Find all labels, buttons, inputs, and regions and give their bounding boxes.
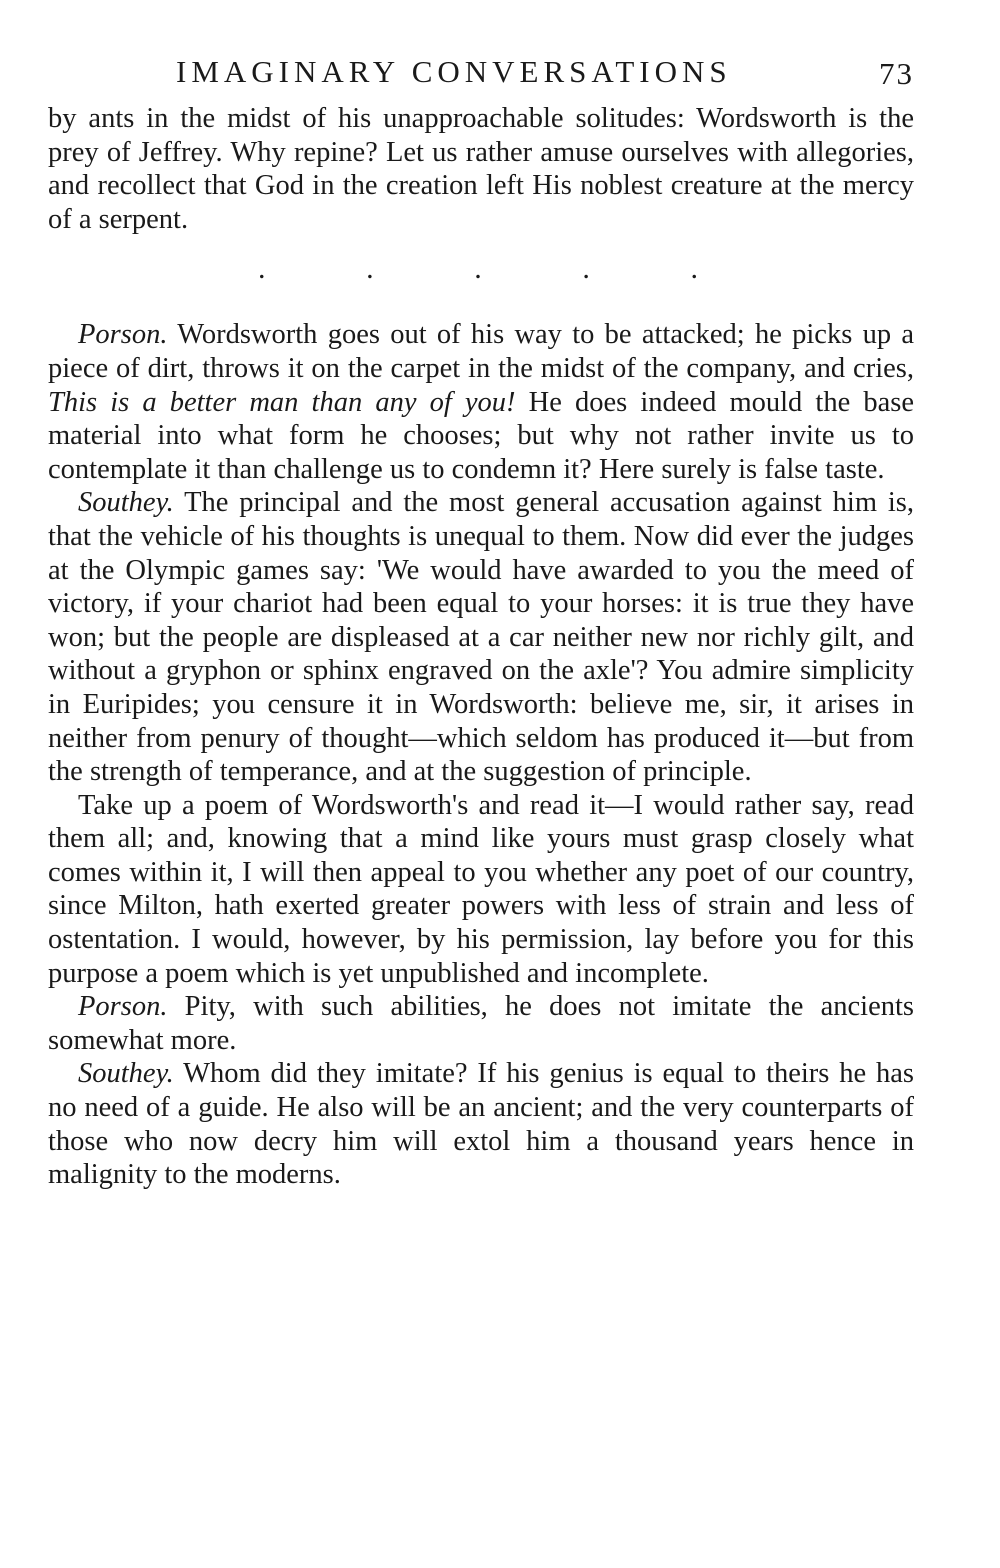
break-dot: . [474,252,482,286]
book-page [48,48,914,1192]
break-dot: . [582,252,590,286]
paragraph-porson-1 [48,318,914,486]
paragraph-text: Whom did they imitate? If his genius is equal to theirs he has no need of a guide. He also will be an ancient; and the very counterparts of those who now decry him will extol him a thousand years hence in malignity to the moderns. [48,1058,914,1191]
running-head [48,48,914,92]
break-dot: . [690,252,698,286]
opening-paragraph: by ants in the midst of his unapproachable solitudes: Wordsworth is the prey of Jeffrey. Why repine? Let us rather amuse ourselves with allegories, and recollect that God in the creation left His noblest creature at the mercy of a serpent. [48,103,914,235]
speaker-name: Southey. [78,487,174,519]
speaker-name: Porson. [78,319,168,351]
running-title: IMAGINARY CONVERSATIONS [176,54,732,89]
paragraph-text: Wordsworth goes out of his way to be attacked; he picks up a piece of dirt, throws it on the carpet in the midst of the company, and cries, [48,319,914,384]
paragraph-southey-1 [48,486,914,788]
section-break-dots [258,254,698,284]
page-number: 73 [879,56,914,91]
break-dot: . [258,252,266,286]
paragraph-text: Pity, with such abilities, he does not imitate the ancients somewhat more. [48,991,914,1056]
paragraph-text: The principal and the most general accusation against him is, that the vehicle of his thoughts is unequal to them. Now did ever the judges at the Olympic games say: 'We would have awarded to you the meed of victory, if your chariot had been equal to your horses: it is true they have won; but the people are displeased at a car neither new nor richly gilt, and without a gryphon or sphinx engraved on the axle'? You admire simplicity in Euripides; you censure it in Wordsworth: believe me, sir, it arises in neither from penury of thought—which seldom has produced it—but from the strength of temperance, and at the suggestion of principle. [48,487,914,788]
speaker-name: Southey. [78,1058,174,1090]
paragraph-southey-2 [48,1057,914,1191]
break-dot: . [366,252,374,286]
body-text [48,102,914,1192]
paragraph-porson-2 [48,990,914,1057]
quoted-exclamation: This is a better man than any of you! [48,386,516,418]
paragraph-text: He does indeed mould the base material into what form he chooses; but why not rather invite us to contemplate it than challenge us to condemn it? Here surely is false taste. [48,386,914,485]
paragraph-text: Take up a poem of Wordsworth's and read it—I would rather say, read them all; and, knowing that a mind like yours must grasp closely what comes within it, I will then appeal to you whether any poet of our country, since Milton, hath exerted greater powers with less of strain and less of ostentation. I would, however, by his permission, lay before you for this purpose a poem which is yet unpublished and incomplete. [48,789,914,989]
paragraph-southey-continued [48,789,914,991]
speaker-name: Porson. [78,991,168,1023]
